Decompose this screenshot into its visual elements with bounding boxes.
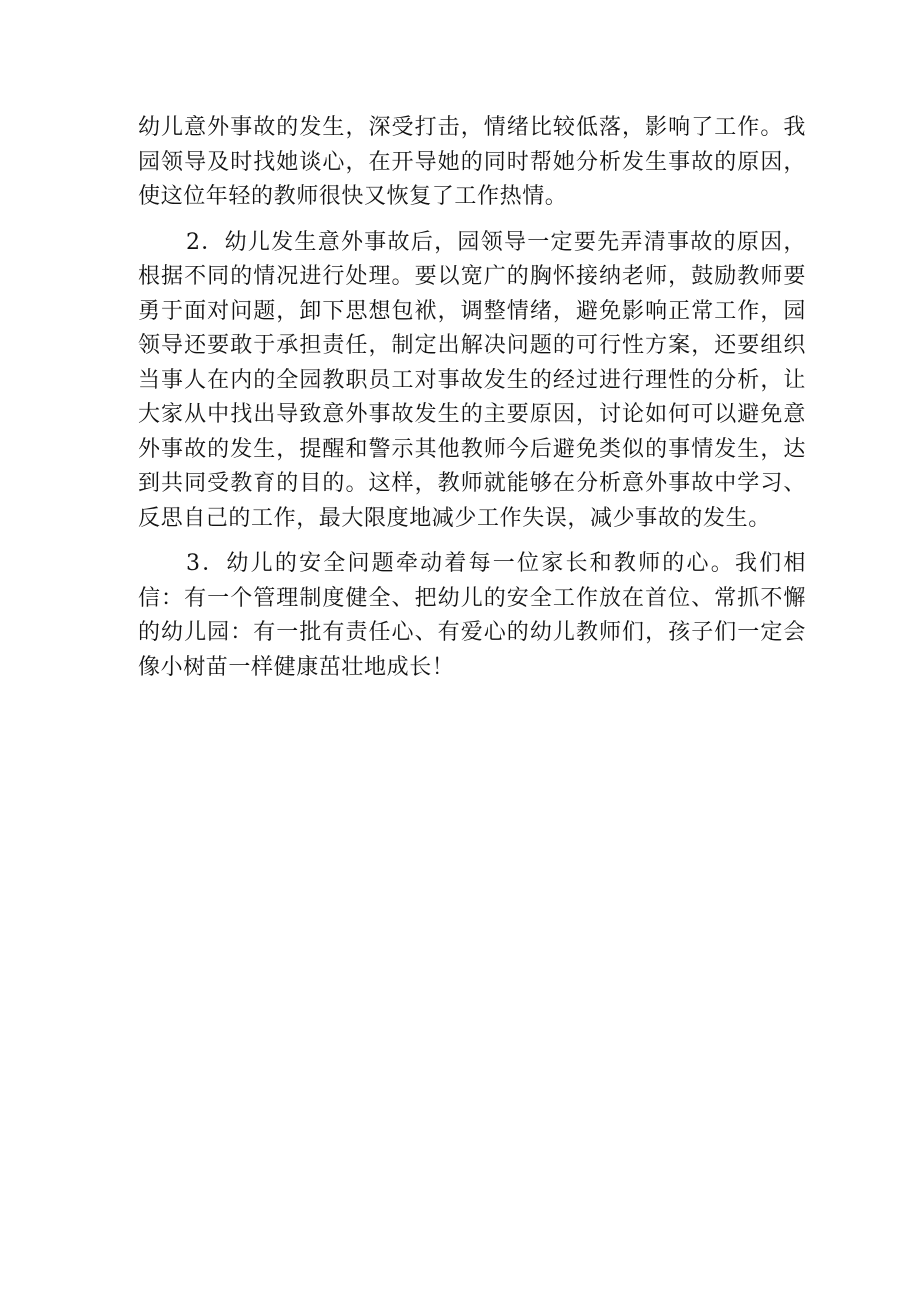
paragraph-item-2: 2．幼儿发生意外事故后，园领导一定要先弄清事故的原因，根据不同的情况进行处理。要以宽广的胸怀接纳老师，鼓励教师要勇于面对问题，卸下思想包袱，调整情绪，避免影响正常工作，园领导还要敢于承担责任，制定出解决问题的可行性方案，还要组织当事人在内的全园教职员工对事故发生的经过进行理性的分析，让大家从中找出导致意外事故发生的主要原因，讨论如何可以避免意外事故的发生，提醒和警示其他教师今后避免类似的事情发生，达到共同受教育的目的。这样，教师就能够在分析意外事故中学习、反思自己的工作，最大限度地减少工作失误，减少事故的发生。 (138, 229, 806, 531)
paragraph-continuation: 幼儿意外事故的发生，深受打击，情绪比较低落，影响了工作。我园领导及时找她谈心，在开导她的同时帮她分析发生事故的原因，使这位年轻的教师很快又恢复了工作热情。 (138, 115, 806, 209)
paragraph-item-3: 3．幼儿的安全问题牵动着每一位家长和教师的心。我们相信：有一个管理制度健全、把幼儿的安全工作放在首位、常抓不懈的幼儿园：有一批有责任心、有爱心的幼儿教师们，孩子们一定会像小树苗一样健康茁壮地成长！ (138, 551, 806, 680)
document-body (138, 111, 806, 696)
